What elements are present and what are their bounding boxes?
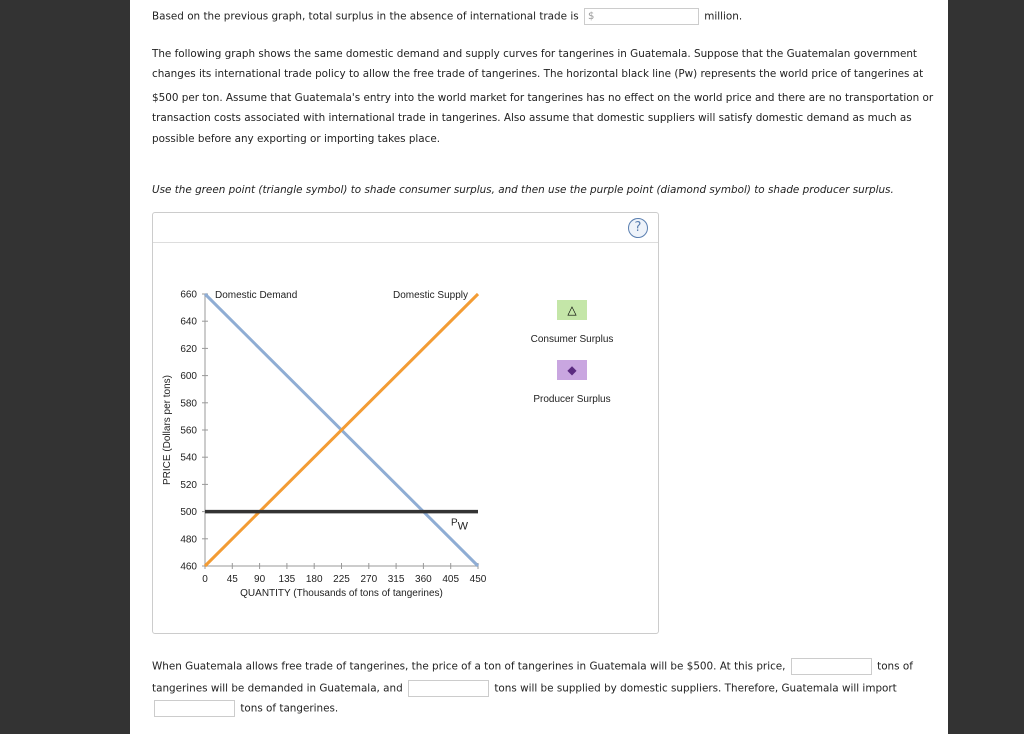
quantity-demanded-input[interactable] <box>791 658 872 675</box>
x-tick-label: 270 <box>360 574 378 585</box>
x-tick-label: 180 <box>305 574 323 585</box>
supply-label: Domestic Supply <box>392 290 468 301</box>
para-line: changes its international trade policy to allow the free trade of tangerines. The horizontal black line (Pw) represents the world price of tangerines at <box>152 68 924 80</box>
q2-line1 <box>152 658 913 675</box>
y-tick-label: 500 <box>180 507 197 519</box>
y-tick-label: 520 <box>180 479 197 491</box>
y-tick-label: 640 <box>180 316 197 328</box>
q2-text: When Guatemala allows free trade of tangerines, the price of a ton of tangerines in Guatemala will be $500. At this price, <box>152 660 786 673</box>
q2-text: tangerines will be demanded in Guatemala, and <box>152 682 403 695</box>
para-line: The following graph shows the same domestic demand and supply curves for tangerines in Guatemala. Suppose that the Guatemalan government <box>152 48 918 60</box>
x-tick-label: 0 <box>202 574 208 585</box>
x-tick-label: 135 <box>278 574 296 585</box>
producer-surplus-label: Producer Surplus <box>533 394 611 405</box>
x-tick-label: 90 <box>254 574 266 585</box>
y-tick-label: 540 <box>180 452 197 464</box>
x-tick-label: 405 <box>442 574 460 585</box>
panel-header <box>153 213 658 243</box>
y-tick-label: 580 <box>180 398 197 410</box>
y-axis-label: PRICE (Dollars per tons) <box>162 374 173 486</box>
question-page <box>130 0 948 734</box>
x-tick-label: 360 <box>415 574 432 585</box>
y-tick-label: 480 <box>180 534 197 546</box>
consumer-surplus-label: Consumer Surplus <box>530 334 614 345</box>
para-line: possible before any exporting or importing takes place. <box>152 133 441 145</box>
q1-suffix: million. <box>704 10 743 23</box>
producer-surplus-diamond-tool[interactable]: ◆ <box>557 360 587 380</box>
x-tick-label: 45 <box>226 574 238 585</box>
q1-line <box>152 8 742 25</box>
y-tick-label: 600 <box>180 371 197 383</box>
para-line: $500 per ton. Assume that Guatemala's entry into the world market for tangerines has no effect on the world price and there are no transportation or <box>152 92 934 104</box>
y-tick-label: 460 <box>180 561 197 573</box>
graph-panel <box>152 212 659 634</box>
quantity-supplied-input[interactable] <box>408 680 489 697</box>
x-tick-label: 450 <box>469 574 487 585</box>
pw-label: PW <box>451 517 469 533</box>
x-tick-label: 315 <box>387 574 405 585</box>
q2-text: tons of tangerines. <box>240 702 339 715</box>
help-icon[interactable]: ? <box>628 218 648 238</box>
total-surplus-input[interactable]: $ <box>584 8 699 25</box>
q1-text: Based on the previous graph, total surplus in the absence of international trade is <box>152 10 579 23</box>
consumer-surplus-triangle-tool[interactable]: △ <box>557 300 587 320</box>
demand-label: Domestic Demand <box>215 290 298 301</box>
x-axis-label: QUANTITY (Thousands of tons of tangerines) <box>240 588 443 599</box>
q2-text: tons will be supplied by domestic suppliers. Therefore, Guatemala will import <box>494 682 897 695</box>
x-tick-label: 225 <box>333 574 350 585</box>
q2-text: tons of <box>877 660 913 673</box>
y-tick-label: 620 <box>180 343 197 355</box>
q2-line3 <box>152 700 338 717</box>
imports-input[interactable] <box>154 700 235 717</box>
q2-line2 <box>152 680 897 697</box>
y-tick-label: 660 <box>180 289 197 301</box>
y-tick-label: 560 <box>180 425 197 437</box>
instruction: Use the green point (triangle symbol) to shade consumer surplus, and then use the purple point (diamond symbol) to shade producer surplus. <box>152 184 894 196</box>
para-line: transaction costs associated with international trade in tangerines. Also assume that domestic suppliers will satisfy domestic demand as much as <box>152 112 912 124</box>
